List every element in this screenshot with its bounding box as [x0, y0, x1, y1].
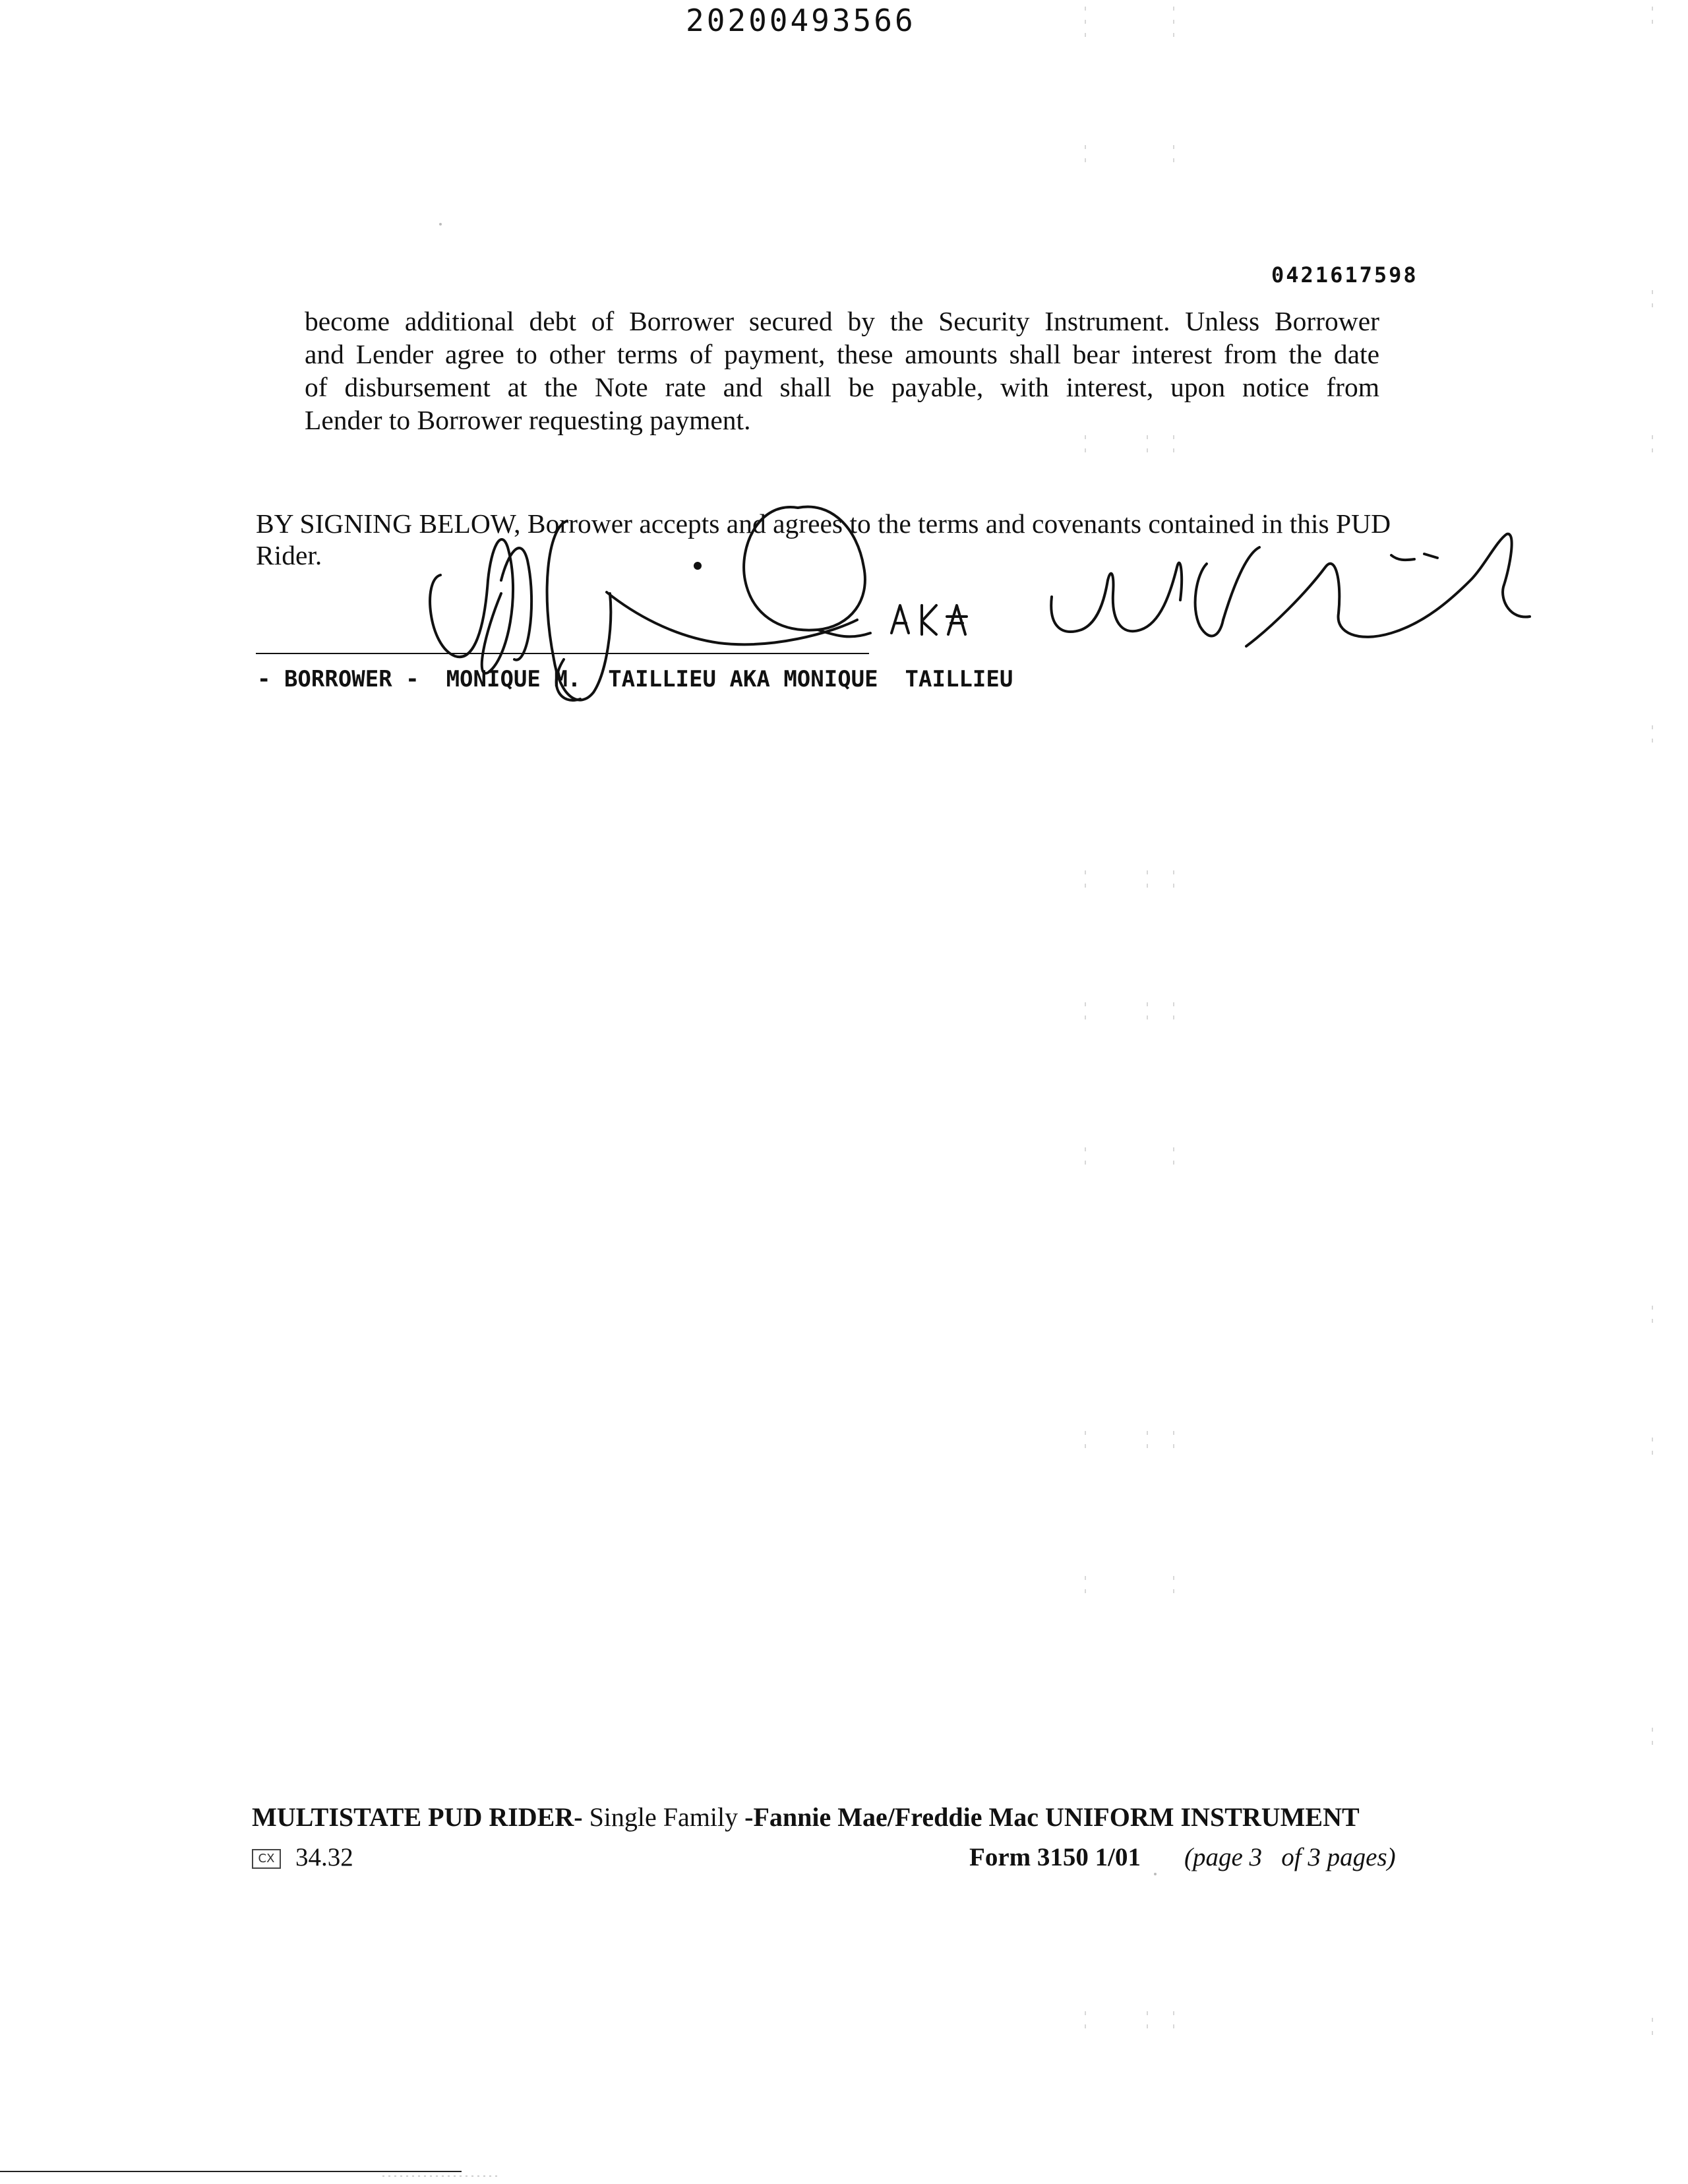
paragraph-line: Lender to Borrower requesting payment. [305, 405, 751, 435]
form-code-badge: CX [252, 1849, 281, 1869]
loan-number: 0421617598 [1271, 262, 1418, 288]
record-number: 20200493566 [686, 3, 916, 38]
form-number: Form 3150 1/01 [969, 1843, 1141, 1871]
form-code: 34.32 [295, 1843, 353, 1871]
page-indicator: (page 3 of 3 pages) [1184, 1843, 1396, 1871]
signing-statement: BY SIGNING BELOW, Borrower accepts and agrees to the terms and covenants contained in this PUD Rider. [256, 508, 1391, 570]
paragraph-line: of disbursement at the Note rate and shall be payable, with interest, upon notice from [305, 372, 1379, 402]
form-title-part: MULTISTATE PUD RIDER- [252, 1802, 583, 1832]
form-title-part: Single Family [582, 1802, 745, 1832]
paragraph-line: become additional debt of Borrower secured by the Security Instrument. Unless Borrower [305, 306, 1379, 336]
form-title-part: -Fannie Mae/Freddie Mac UNIFORM INSTRUMENT [744, 1802, 1360, 1832]
paragraph-line: and Lender agree to other terms of payment, these amounts shall bear interest from the date [305, 339, 1379, 369]
borrower-signature-label: - BORROWER - MONIQUE M. TAILLIEU AKA MONIQUE TAILLIEU [257, 666, 1013, 692]
